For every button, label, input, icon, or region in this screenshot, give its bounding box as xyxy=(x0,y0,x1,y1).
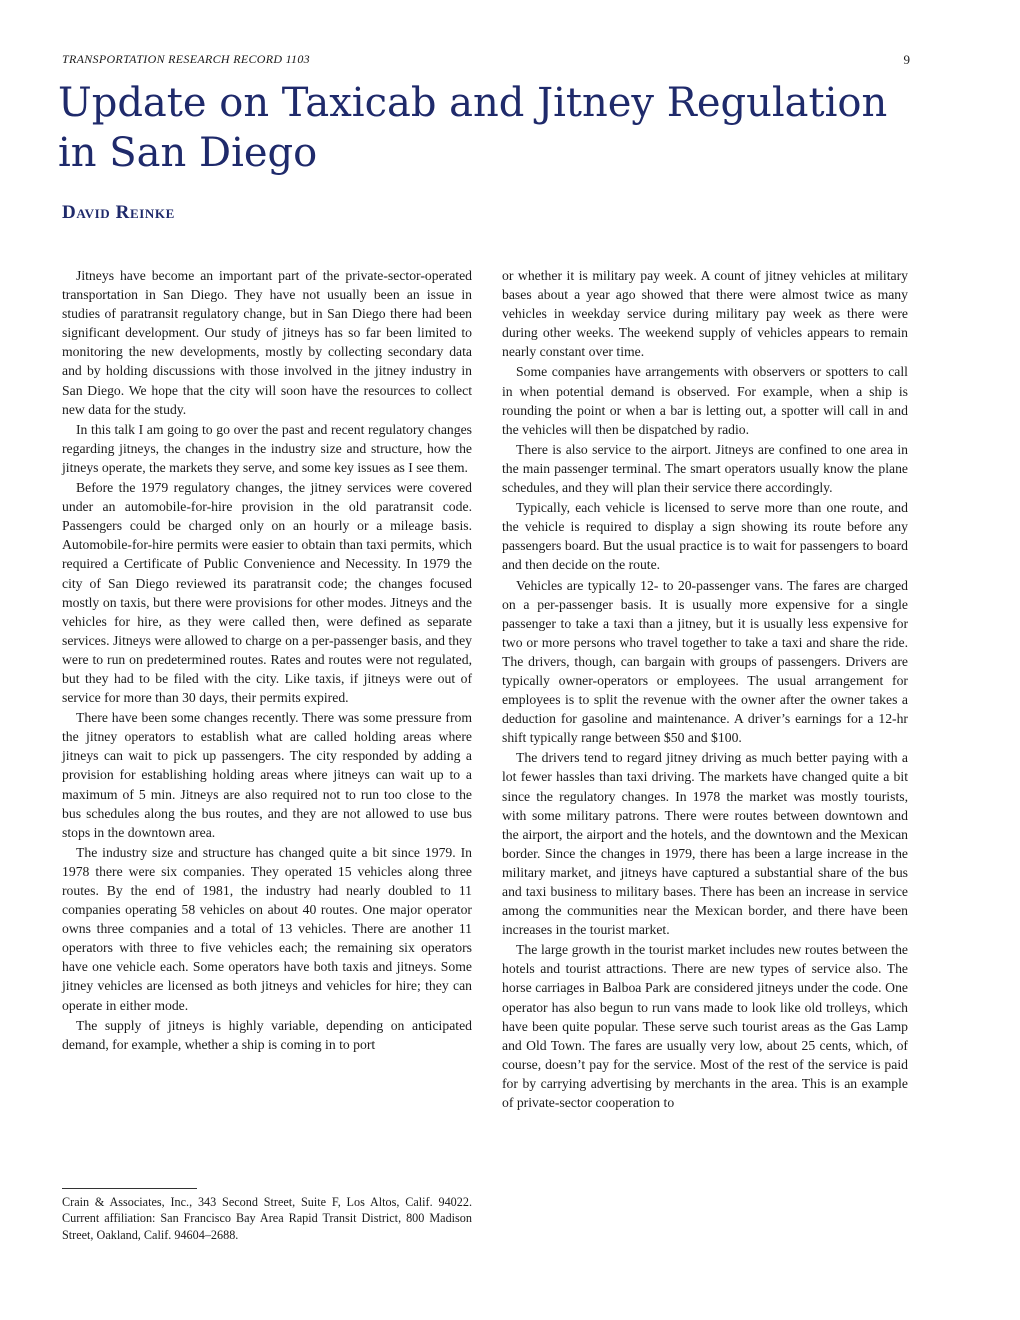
paragraph: The supply of jitneys is highly variable, depending on anticipated demand, for example, whether a ship is coming in to port xyxy=(62,1017,472,1052)
paragraph: In this talk I am going to go over the past and recent regulatory changes regarding jitneys, the changes in the industry size and structure, how the jitneys operate, the markets they serve, and some key issues as I see them. xyxy=(62,421,472,475)
page-number: 9 xyxy=(903,52,910,67)
paragraph: The large growth in the tourist market includes new routes between the hotels and tourist attractions. There are new types of service also. The horse carriages in Balboa Park are considered jitneys under the code. One operator has also begun to run vans made to look like old trolleys, which have been quite popular. These serve such tourist areas as the Gas Lamp and Old Town. The fares are usually very low, about 25 cents, which, of course, doesn’t pay for the service. Most of the rest of the service is paid for by carrying advertising by merchants in the area. This is an example of private-sector cooperation to xyxy=(502,942,908,1111)
paragraph: The drivers tend to regard jitney driving as much better paying with a lot fewer hassles than taxi driving. The markets have changed quite a bit since the regulatory changes. In 1978 the market was mostly tourists, with some military patrons. There were routes between downtown and the airport, the airport and the hotels, and the downtown and the Mexican border. Since the changes in 1979, there has been a large increase in the military market, and jitneys have captured a substantial share of the bus and taxi business to military bases. There has been an increase in service among the communities near the Mexican border, and there have been increases in the tourist market. xyxy=(502,750,908,938)
running-head: TRANSPORTATION RESEARCH RECORD 1103 xyxy=(62,52,310,66)
author-affiliation-footnote: Crain & Associates, Inc., 343 Second Street, Suite F, Los Altos, Calif. 94022. Current affiliation: San Francisco Bay Area Rapid Transit District, 800 Madison Street, Oakland, Calif. 94604–2688. xyxy=(62,1195,472,1242)
paragraph: Before the 1979 regulatory changes, the jitney services were covered under an automobile-for-hire provision in the old paratransit code. Passengers could be charged only on an hourly or a mileage basis. Automobile-for-hire permits were easier to obtain than taxi permits, which required a Certificate of Public Convenience and Necessity. In 1979 the city of San Diego reviewed its paratransit code; the changes focused mostly on taxis, but there were provisions for other modes. Jitneys and the vehicles for hire, as they were called then, were defined as separate services. Jitneys were allowed to charge on a per-passenger basis, and they were to run on predetermined routes. Rates and routes were not regulated, but they had to be filed with the city. Like taxis, if jitneys were out of service for more than 30 days, their permits expired. xyxy=(62,480,472,706)
paragraph: There have been some changes recently. There was some pressure from the jitney operators to establish what are called holding areas where jitneys can wait to pick up passengers. The city responded by adding a provision for establishing holding areas where jitneys can wait up to a maximum of 5 min. Jitneys are also required not to run too close to the bus schedules along the bus routes, and they are not allowed to use bus stops in the downtown area. xyxy=(62,710,472,840)
paragraph: or whether it is military pay week. A count of jitney vehicles at military bases about a year ago showed that there were almost twice as many vehicles in weekday service during military pay week as there were during other weeks. The weekend supply of vehicles appears to remain nearly constant over time. xyxy=(502,268,908,360)
paragraph: The industry size and structure has changed quite a bit since 1979. In 1978 there were six companies. They operated 15 vehicles along three routes. By the end of 1981, the industry had nearly doubled to 11 companies operating 58 vehicles on about 40 routes. One major operator owns three companies and a total of 13 vehicles. There are another 11 operators with three to five vehicles each; the remaining six operators have one vehicle each. Some operators have both taxis and jitneys. Some jitney vehicles are licensed as both jitneys and vehicles for hire; they can operate in either mode. xyxy=(62,844,472,1013)
paragraph: Typically, each vehicle is licensed to serve more than one route, and the vehicle is required to display a sign showing its route before any passengers board. But the usual practice is to wait for passengers to board and then decide on the route. xyxy=(502,500,908,573)
right-column xyxy=(502,266,908,1113)
article-title: Update on Taxicab and Jitney Regulation in San Diego xyxy=(58,80,888,176)
paragraph: There is also service to the airport. Jitneys are confined to one area in the main passenger terminal. The smart operators usually know the plane schedules, and they will plan their service there accordingly. xyxy=(502,441,908,496)
paragraph: Some companies have arrangements with observers or spotters to call in when potential demand is observed. For example, when a ship is rounding the point or when a bar is letting out, a spotter will call in and the vehicles will then be dispatched by radio. xyxy=(502,364,908,437)
left-column xyxy=(62,266,472,1055)
footnote-divider xyxy=(62,1188,197,1189)
author-name: David Reinke xyxy=(62,202,175,223)
paragraph: Jitneys have become an important part of the private-sector-operated transportation in San Diego. They have not usually been an issue in studies of paratransit regulatory change, but in San Diego there had been significant development. Our study of jitneys has so far been limited to monitoring the new developments, mostly by collecting secondary data and by holding discussions with those involved in the jitney industry in San Diego. We hope that the city will soon have the resources to collect new data for the study. xyxy=(62,268,472,417)
paragraph: Vehicles are typically 12- to 20-passenger vans. The fares are charged on a per-passenger basis. It is usually more expensive for a single passenger to take a taxi than a jitney, but it is usually less expensive for two or more persons who travel together to take a taxi and share the ride. The drivers, though, can bargain with groups of passengers. Drivers are typically owner-operators or employees. The usual arrangement for employees is to split the revenue with the owner after the owner takes a deduction for gasoline and maintenance. A driver’s earnings for a 12-hr shift typically range between $50 and $100. xyxy=(502,577,908,746)
